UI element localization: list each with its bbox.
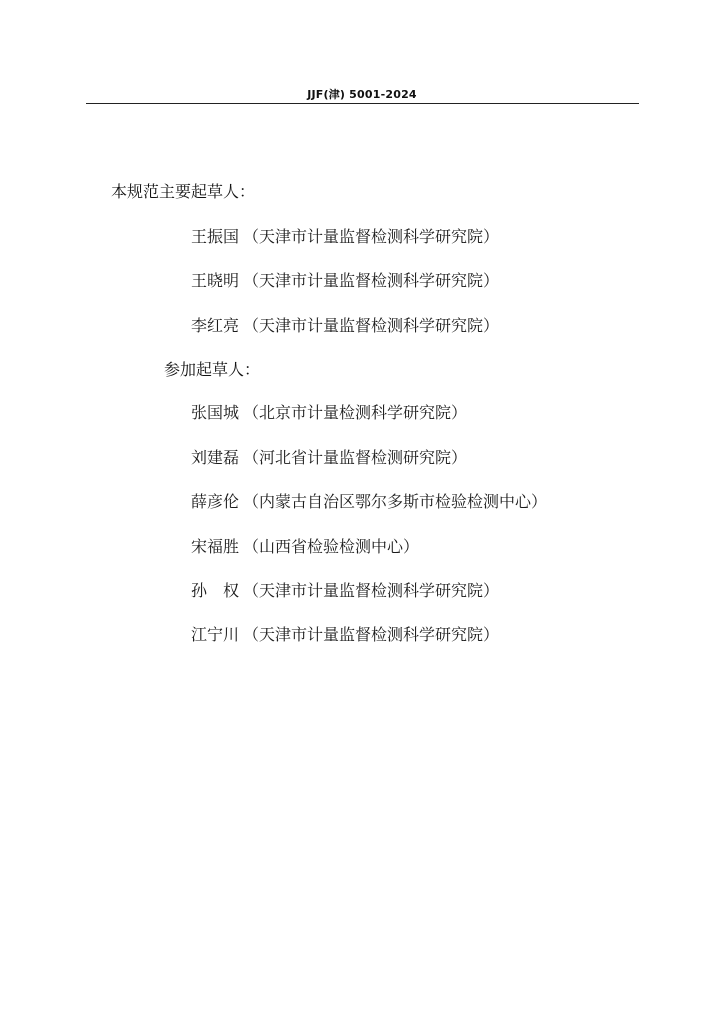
main-drafter-row <box>191 268 499 291</box>
drafter-organization: （山西省检验检测中心） <box>243 537 420 556</box>
drafter-name: 江宁川 <box>191 625 240 644</box>
main-drafters-heading: 本规范主要起草人： <box>111 182 256 201</box>
drafter-name: 宋福胜 <box>191 537 240 556</box>
drafter-organization: （天津市计量监督检测科学研究院） <box>243 316 500 335</box>
drafter-organization: （河北省计量监督检测研究院） <box>243 448 468 467</box>
drafter-organization: （天津市计量监督检测科学研究院） <box>243 625 500 644</box>
drafter-organization: （北京市计量检测科学研究院） <box>243 403 468 422</box>
participating-drafters-heading: 参加起草人： <box>164 360 261 379</box>
drafter-name: 王振国 <box>191 227 240 246</box>
participating-drafter-row <box>191 534 419 557</box>
participating-drafter-row <box>191 400 467 423</box>
participating-drafter-row <box>191 489 547 512</box>
drafter-name: 刘建磊 <box>191 448 240 467</box>
drafter-name: 王晓明 <box>191 271 240 290</box>
drafter-organization: （天津市计量监督检测科学研究院） <box>243 581 500 600</box>
drafter-organization: （天津市计量监督检测科学研究院） <box>243 271 500 290</box>
drafter-name: 孙 权 <box>191 581 240 600</box>
header-divider <box>86 103 639 104</box>
drafter-name: 薛彦伦 <box>191 492 240 511</box>
drafter-organization: （天津市计量监督检测科学研究院） <box>243 227 500 246</box>
drafter-name: 李红亮 <box>191 316 240 335</box>
participating-drafter-row <box>191 578 499 601</box>
drafter-organization: （内蒙古自治区鄂尔多斯市检验检测中心） <box>243 492 548 511</box>
drafter-name: 张国城 <box>191 403 240 422</box>
participating-drafter-row <box>191 445 467 468</box>
main-drafter-row <box>191 224 499 247</box>
participating-drafter-row <box>191 622 499 645</box>
main-drafter-row <box>191 313 499 336</box>
standard-code-header: JJF(津) 5001-2024 <box>307 88 417 101</box>
